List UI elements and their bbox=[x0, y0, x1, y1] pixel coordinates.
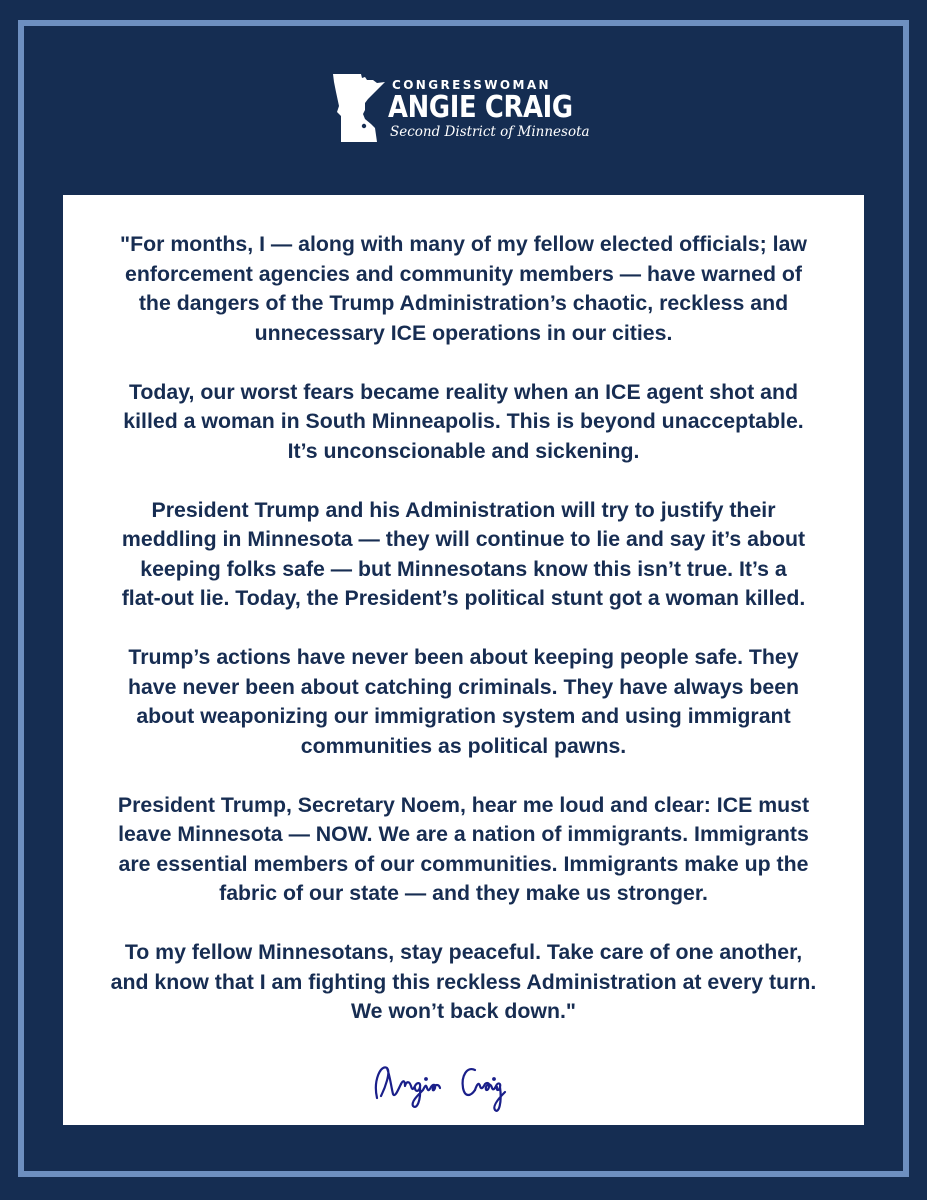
statement-line: Today, our worst fears became reality when an ICE agent shot and bbox=[128, 379, 799, 404]
statement-line: have never been about catching criminals. They have always been bbox=[127, 674, 800, 699]
statement-line: enforcement agencies and community members — have warned of bbox=[125, 261, 802, 286]
statement-line: killed a woman in South Minneapolis. This is beyond unacceptable. bbox=[123, 409, 804, 433]
statement-paragraph bbox=[63, 496, 864, 614]
statement-line: communities as political pawns. bbox=[300, 733, 627, 758]
logo-name: ANGIE CRAIG bbox=[388, 90, 573, 125]
statement-paragraph bbox=[63, 378, 864, 467]
logo-wordmark bbox=[388, 78, 608, 140]
logo-subtitle: Second District of Minnesota bbox=[390, 124, 590, 140]
logo-title: CONGRESSWOMAN bbox=[392, 78, 551, 92]
statement-paragraph bbox=[63, 791, 864, 909]
statement-line: leave Minnesota — NOW. We are a nation of immigrants. Immigrants bbox=[118, 822, 809, 846]
statement-line: keeping folks safe — but Minnesotans know this isn’t true. It’s a bbox=[140, 556, 787, 581]
statement-line: unnecessary ICE operations in our cities. bbox=[254, 320, 673, 345]
statement-line: President Trump and his Administration will try to justify their bbox=[151, 497, 776, 522]
statement-line: It’s unconscionable and sickening. bbox=[287, 438, 640, 463]
statement-line: President Trump, Secretary Noem, hear me loud and clear: ICE must bbox=[117, 792, 810, 817]
statement-line: fabric of our state — and they make us stronger. bbox=[219, 881, 708, 905]
statement-line: To my fellow Minnesotans, stay peaceful. Take care of one another, bbox=[124, 940, 803, 964]
statement-line: are essential members of our communities. Immigrants make up the bbox=[118, 851, 809, 876]
statement-paragraph bbox=[63, 938, 864, 1027]
statement-line: flat-out lie. Today, the President’s political stunt got a woman killed. bbox=[121, 586, 806, 610]
statement-paragraph bbox=[63, 643, 864, 761]
statement-line: meddling in Minnesota — they will continue to lie and say it’s about bbox=[121, 527, 806, 551]
statement-line: Trump’s actions have never been about keeping people safe. They bbox=[128, 645, 799, 669]
statement-card bbox=[63, 195, 864, 1125]
statement-line: We won’t back down." bbox=[350, 999, 577, 1023]
statement-line: "For months, I — along with many of my fellow elected officials; law bbox=[120, 232, 807, 256]
statement-line: the dangers of the Trump Administration’s chaotic, reckless and bbox=[138, 291, 789, 315]
letterhead bbox=[0, 72, 927, 152]
statement-line: about weaponizing our immigration system and using immigrant bbox=[136, 704, 791, 728]
statement-body bbox=[63, 230, 864, 1056]
statement-paragraph bbox=[63, 230, 864, 348]
statement-line: and know that I am fighting this reckless Administration at every turn. bbox=[110, 969, 817, 994]
minnesota-map-icon bbox=[331, 72, 387, 144]
signature-image bbox=[363, 1050, 563, 1120]
